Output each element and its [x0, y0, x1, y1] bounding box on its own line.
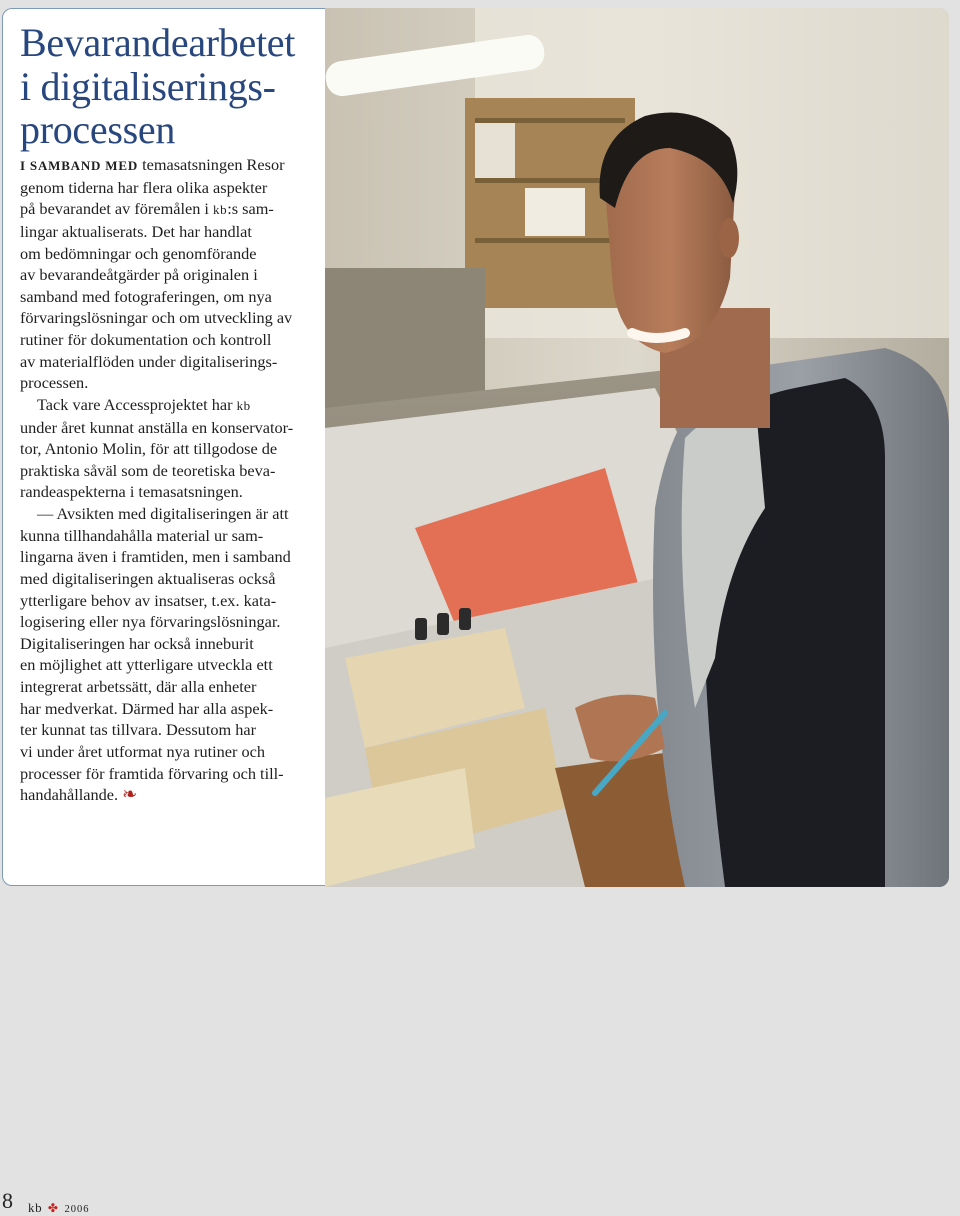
- body-text-run: förvaringslösningar och om utveckling av: [20, 308, 293, 328]
- body-line: [20, 438, 320, 460]
- body-text-run: rutiner för dokumentation och kontroll: [20, 330, 272, 349]
- body-text-run: genom tiderna har flera olika aspekter: [20, 177, 268, 197]
- body-text-run: lingar aktualiserats. Det har handlat: [20, 221, 252, 241]
- body-text-run: samband med fotograferingen, om nya: [20, 286, 272, 306]
- body-text-run: kunna tillhandahålla material ur sam-: [20, 525, 264, 545]
- body-text-run: Avsikten med digitaliseringen är att: [56, 504, 289, 523]
- body-line: [20, 243, 320, 265]
- body-text-run: lingarna även i framtiden, men i samband: [20, 547, 291, 567]
- body-line: [20, 329, 320, 351]
- kb-abbreviation: kb: [213, 202, 228, 218]
- body-text-run: under året kunnat anställa en konservator-: [20, 417, 294, 437]
- body-text-run: randeaspekterna i temasatsningen.: [20, 482, 243, 502]
- body-line: — Avsikten med digitaliseringen är att: [37, 504, 289, 523]
- body-text-run: av materialflöden under digitaliserings-: [20, 351, 278, 371]
- conservator-photo: [325, 8, 949, 887]
- body-line: [20, 351, 320, 373]
- body-text-run: en möjlighet att ytterligare utveckla ett: [20, 655, 273, 675]
- body-line: [20, 198, 320, 221]
- body-line: [20, 546, 320, 568]
- body-line: [20, 654, 320, 676]
- body-line: [20, 481, 320, 503]
- body-text-run: med digitaliseringen aktualiseras också: [20, 568, 276, 588]
- cross-ornament-icon: ✤: [47, 1201, 59, 1215]
- body-line: [20, 763, 320, 785]
- body-line: [20, 568, 320, 590]
- body-line: [20, 784, 320, 806]
- kb-abbreviation: kb: [236, 397, 251, 413]
- body-line: [20, 307, 320, 329]
- body-text-run: på bevarandet av föremålen i: [20, 199, 214, 219]
- body-text-run: av bevarandeåtgärder på originalen i: [20, 265, 258, 285]
- body-text-run: ytterligare behov av insatser, t.ex. kata-: [20, 590, 277, 610]
- headline-line: Bevarandearbetet: [20, 20, 296, 65]
- body-line: [20, 286, 320, 308]
- lead-in-caps: I SAMBAND MED: [20, 158, 139, 173]
- body-line: [20, 698, 320, 720]
- body-text-run: processer för framtida förvaring och till-: [20, 763, 284, 783]
- body-line: [20, 394, 320, 417]
- body-text-run: ter kunnat tas tillvara. Dessutom har: [20, 720, 257, 740]
- body-text-run: handahållande.: [20, 785, 123, 805]
- body-text-run: processen.: [20, 373, 89, 393]
- body-text-run: vi under året utformat nya rutiner och: [20, 741, 266, 761]
- body-text-run: integrerat arbetssätt, där alla enheter: [20, 677, 257, 696]
- body-text-run: temasatsningen Resor: [138, 155, 285, 174]
- article-headline: [20, 21, 295, 152]
- body-line: [20, 221, 320, 243]
- body-line: [20, 177, 320, 199]
- body-line: [20, 264, 320, 286]
- body-line: [20, 154, 320, 177]
- body-line: [20, 525, 320, 547]
- body-text-run: logisering eller nya förvaringslösningar.: [20, 612, 281, 632]
- body-text-run: Digitaliseringen har också inneburit: [20, 633, 254, 653]
- headline-line: processen: [20, 107, 176, 152]
- body-text-run: :s sam-: [227, 199, 274, 219]
- body-line: [20, 611, 320, 633]
- body-line: [20, 460, 320, 482]
- body-text-run: Tack vare Accessprojektet har: [37, 394, 237, 414]
- body-line: [20, 719, 320, 741]
- body-line: [20, 676, 320, 698]
- body-text-run: tor, Antonio Molin, för att tillgodose de: [20, 439, 278, 459]
- body-line: [20, 372, 320, 394]
- footer-year: 2006: [64, 1204, 90, 1215]
- body-text-run: praktiska såväl som de teoretiska beva-: [20, 460, 276, 480]
- end-ornament-icon: ❧: [122, 784, 138, 805]
- body-line: [20, 741, 320, 763]
- body-text-run: har medverkat. Därmed har alla aspek-: [20, 698, 274, 718]
- body-line: [20, 590, 320, 612]
- footer-brand: [28, 1200, 90, 1216]
- article-body: [20, 154, 320, 806]
- headline-line: i digitaliserings-: [20, 63, 276, 109]
- body-line: [20, 417, 320, 439]
- body-line: [20, 633, 320, 655]
- body-text-run: om bedömningar och genomförande: [20, 243, 257, 263]
- page-number: 8: [2, 1188, 13, 1213]
- photo-illustration: [325, 8, 949, 887]
- footer-brand-kb: kb: [28, 1200, 43, 1215]
